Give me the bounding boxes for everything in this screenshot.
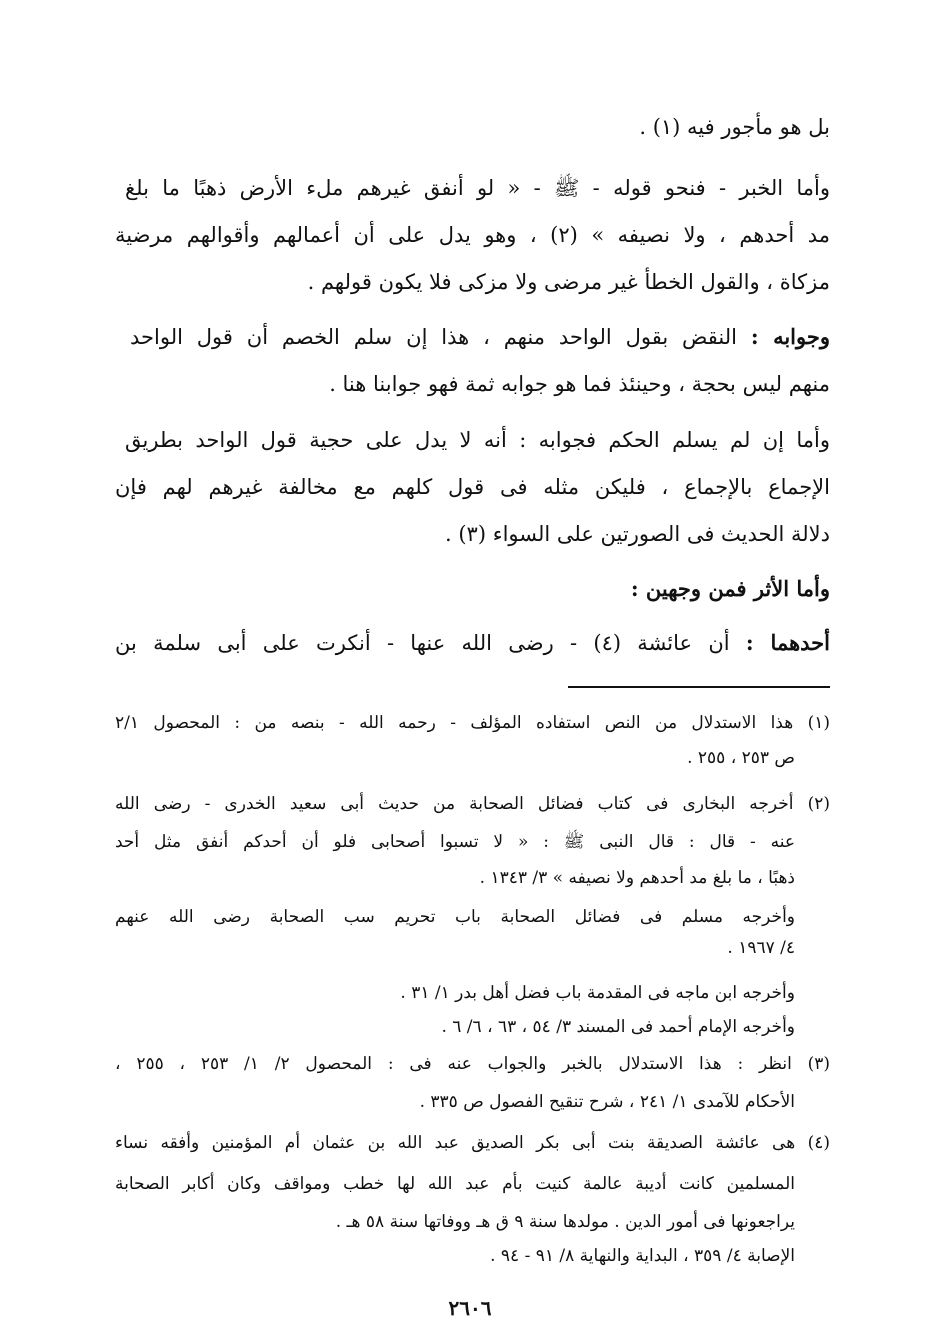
body-line — [115, 628, 830, 658]
body-line: الإجماع بالإجماع ، فليكن مثله فى قول كلهم مع مخالفة غيرهم لهم فإن — [115, 475, 830, 499]
footnote-line: وأخرجه الإمام أحمد فى المسند ٣/ ٥٤ ، ٦٣ ، ٦/ ٦ . — [441, 1017, 795, 1037]
first-point-heading: أحدهما : — [745, 630, 830, 655]
body-line: بل هو مأجور فيه (١) . — [639, 115, 830, 139]
body-line: وأما إن لم يسلم الحكم فجوابه : أنه لا يدل على حجية قول الواحد بطريق — [125, 428, 830, 452]
footnote-line: الأحكام للآمدى ١/ ٢٤١ ، شرح تنقيح الفصول ص ٣٣٥ . — [419, 1092, 795, 1112]
footnote-line: ص ٢٥٣ ، ٢٥٥ . — [687, 748, 795, 768]
section-heading: وأما الأثر فمن وجهين : — [630, 576, 830, 601]
body-text: النقض بقول الواحد منهم ، هذا إن سلم الخصم أن قول الواحد — [130, 325, 751, 349]
body-line: دلالة الحديث فى الصورتين على السواء (٣) . — [445, 522, 830, 546]
footnote-line: الإصابة ٤/ ٣٥٩ ، البداية والنهاية ٨/ ٩١ - ٩٤ . — [490, 1246, 795, 1266]
footnote-line: يراجعونها فى أمور الدين . مولدها سنة ٩ ق هـ ووفاتها سنة ٥٨ هـ . — [335, 1212, 795, 1232]
footnote-line: (٢) أخرجه البخارى فى كتاب فضائل الصحابة من حديث أبى سعيد الخدرى - رضى الله — [115, 794, 830, 814]
answer-heading: وجوابه : — [750, 324, 830, 349]
footnote-line: (١) هذا الاستدلال من النص استفاده المؤلف - رحمه الله - بنصه من : المحصول ٢/١ — [115, 713, 830, 733]
footnote-line: (٤) هى عائشة الصديقة بنت أبى بكر الصديق عبد الله بن عثمان أم المؤمنين وأفقه نساء — [115, 1133, 830, 1153]
footnote-line: وأخرجه مسلم فى فضائل الصحابة باب تحريم سب الصحابة رضى الله عنهم — [115, 907, 795, 927]
page-number: ٢٦٠٦ — [448, 1296, 492, 1320]
footnote-line: المسلمين كانت أديبة عالمة كنيت بأم عبد الله لها خطب ومواقف وكان أكابر الصحابة — [115, 1174, 795, 1194]
body-line — [130, 322, 830, 352]
body-line: وأما الخبر - فنحو قوله - ﷺ - « لو أنفق غيرهم ملء الأرض ذهبًا ما بلغ — [125, 176, 830, 200]
body-line: منهم ليس بحجة ، وحينئذ فما هو جوابه ثمة فهو جوابنا هنا . — [329, 372, 830, 396]
body-line: مزكاة ، والقول الخطأ غير مرضى ولا مزكى فلا يكون قولهم . — [307, 270, 830, 294]
footnote-line: ذهبًا ، ما بلغ مد أحدهم ولا نصيفه » ٣/ ١٣٤٣ . — [479, 868, 795, 888]
footnote-line: (٣) انظر : هذا الاستدلال بالخبر والجواب عنه فى : المحصول ٢/ ١/ ٢٥٣ ، ٢٥٥ ، — [115, 1054, 830, 1074]
footnote-line: عنه - قال : قال النبى ﷺ : « لا تسبوا أصحابى فلو أن أحدكم أنفق مثل أحد — [115, 832, 795, 852]
body-line: مد أحدهم ، ولا نصيفه » (٢) ، وهو يدل على أن أعمالهم وأقوالهم مرضية — [115, 223, 830, 247]
footnote-separator — [568, 686, 830, 688]
footnote-line: وأخرجه ابن ماجه فى المقدمة باب فضل أهل بدر ١/ ٣١ . — [400, 983, 795, 1003]
footnote-line: ٤/ ١٩٦٧ . — [727, 938, 795, 958]
body-text: أن عائشة (٤) - رضى الله عنها - أنكرت على أبى سلمة بن — [115, 631, 746, 655]
